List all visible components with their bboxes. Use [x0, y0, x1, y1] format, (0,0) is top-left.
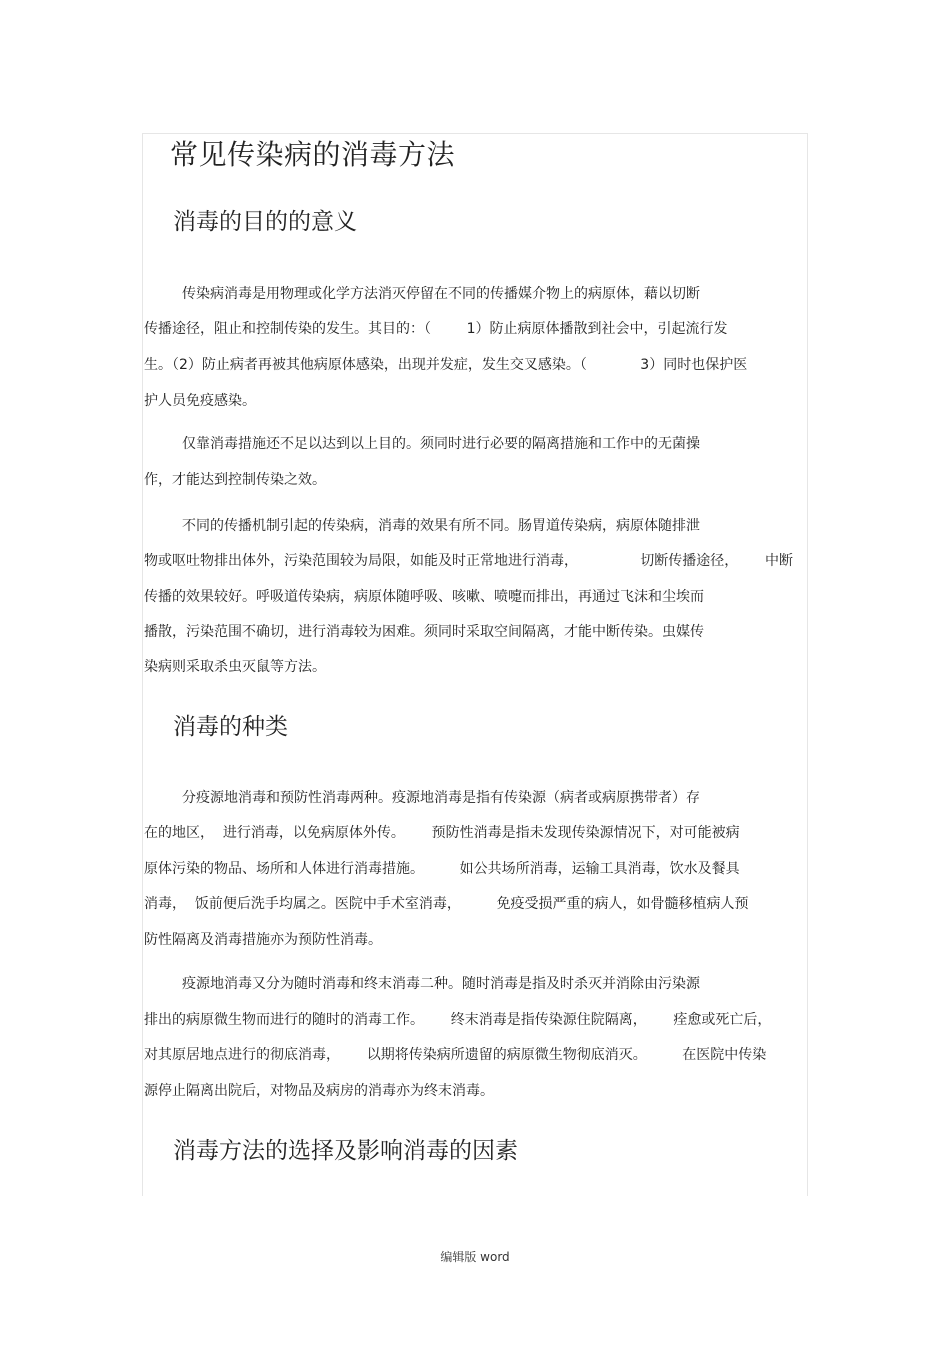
- document-title: 常见传染病的消毒方法: [170, 138, 456, 171]
- paragraph-line: 仅靠消毒措施还不足以达到以上目的。须同时进行必要的隔离措施和工作中的无菌操: [182, 436, 700, 452]
- paragraph-line: 疫源地消毒又分为随时消毒和终末消毒二种。随时消毒是指及时杀灭并消除由污染源: [182, 976, 700, 992]
- paragraph-line: 护人员免疫感染。: [144, 393, 256, 409]
- section-heading-types: 消毒的种类: [173, 714, 288, 740]
- paragraph-line: 传播的效果较好。呼吸道传染病，病原体随呼吸、咳嗽、喷嚏而排出，再通过飞沫和尘埃而: [144, 589, 704, 605]
- paragraph-line: 作，才能达到控制传染之效。: [144, 472, 326, 488]
- section-heading-method-selection: 消毒方法的选择及影响消毒的因素: [173, 1138, 518, 1164]
- paragraph-line: 不同的传播机制引起的传染病，消毒的效果有所不同。肠胃道传染病，病原体随排泄: [182, 518, 700, 534]
- paragraph-line: 消毒， 饭前便后洗手均属之。医院中手术室消毒， 免疫受损严重的病人，如骨髓移植病人预: [144, 896, 749, 912]
- paragraph-line: 分疫源地消毒和预防性消毒两种。疫源地消毒是指有传染源（病者或病原携带者）存: [182, 790, 700, 806]
- paragraph-line: 源停止隔离出院后，对物品及病房的消毒亦为终末消毒。: [144, 1083, 494, 1099]
- paragraph-line: 传染病消毒是用物理或化学方法消灭停留在不同的传播媒介物上的病原体，藉以切断: [182, 286, 700, 302]
- paragraph-line: 对其原居地点进行的彻底消毒， 以期将传染病所遗留的病原微生物彻底消灭。 在医院中传染: [144, 1047, 767, 1063]
- paragraph-line: 原体污染的物品、场所和人体进行消毒措施。 如公共场所消毒，运输工具消毒，饮水及餐具: [144, 861, 740, 877]
- paragraph-line: 生。（2）防止病者再被其他病原体感染，出现并发症，发生交叉感染。（ 3）同时也保护医: [144, 357, 748, 373]
- section-heading-purpose: 消毒的目的的意义: [173, 209, 357, 235]
- paragraph-line: 传播途径，阻止和控制传染的发生。其目的：（ 1）防止病原体播散到社会中，引起流行发: [144, 321, 728, 337]
- paragraph-line: 在的地区， 进行消毒，以免病原体外传。 预防性消毒是指未发现传染源情况下，对可能被病: [144, 825, 740, 841]
- paragraph-line: 播散，污染范围不确切，进行消毒较为困难。须同时采取空间隔离，才能中断传染。虫媒传: [144, 624, 704, 640]
- page-footer: 编辑版 word: [440, 1250, 510, 1264]
- paragraph-line: 染病则采取杀虫灭鼠等方法。: [144, 659, 326, 675]
- paragraph-line: 物或呕吐物排出体外，污染范围较为局限，如能及时正常地进行消毒， 切断传播途径， 中断: [144, 553, 794, 569]
- paragraph-line: 防性隔离及消毒措施亦为预防性消毒。: [144, 932, 382, 948]
- paragraph-line: 排出的病原微生物而进行的随时的消毒工作。 终末消毒是指传染源住院隔离， 痊愈或死亡后，: [144, 1012, 772, 1028]
